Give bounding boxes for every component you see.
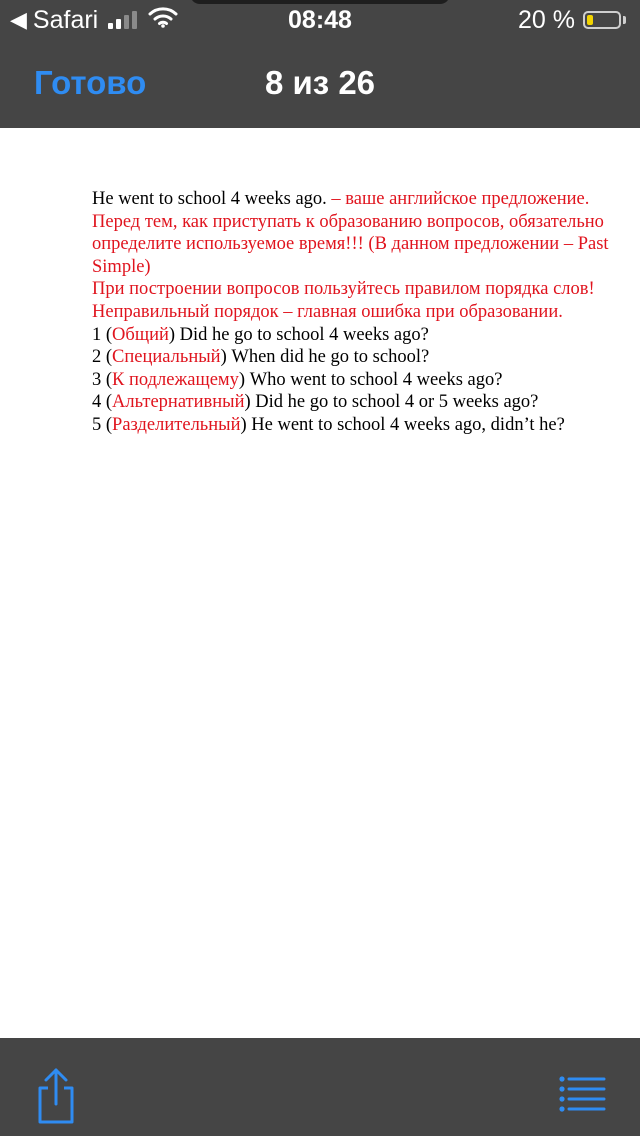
list-icon [558,1074,606,1114]
share-icon [34,1066,78,1126]
question-type: К подлежащему [112,369,239,390]
example-sentence-note: – ваше английское предложение. [326,189,590,209]
tense-instruction: Перед тем, как приступать к образованию вопросов, обязательно определите используемое время!!! (В данном предложении – Past Simple) [92,211,609,277]
question-number: 5 ( [92,414,113,435]
bottom-toolbar [0,1038,640,1136]
question-item [92,391,612,414]
question-number: 3 ( [92,369,113,390]
question-type: Специальный [112,347,221,368]
document-page [92,188,612,437]
question-text: ) Who went to school 4 weeks ago? [238,369,503,390]
example-sentence: He went to school 4 weeks ago. [92,189,327,209]
question-text: ) When did he go to school? [220,347,430,368]
back-arrow-icon: ◀ [10,7,27,32]
table-of-contents-button[interactable] [558,1074,606,1114]
question-number: 1 ( [92,324,113,345]
question-number: 2 ( [92,347,113,368]
question-type: Альтернативный [112,392,245,413]
question-item [92,369,612,392]
question-text: ) He went to school 4 weeks ago, didn’t he? [240,414,565,435]
status-bar [0,0,640,40]
question-type: Общий [112,324,169,345]
battery-fill [587,15,593,25]
back-app-label: Safari [32,5,99,34]
status-time: 08:48 [288,6,352,34]
top-bar [0,0,640,128]
battery-indicator [518,6,626,34]
question-type: Разделительный [112,414,241,435]
question-item [92,324,612,347]
done-button[interactable]: Готово [34,64,147,101]
question-item [92,414,612,437]
question-item [92,346,612,369]
battery-percentage: 20 % [518,5,575,34]
example-sentence-paragraph [92,188,612,211]
battery-icon [583,11,621,29]
question-text: ) Did he go to school 4 or 5 weeks ago? [244,392,539,413]
battery-cap [623,16,626,24]
question-text: ) Did he go to school 4 weeks ago? [168,324,429,345]
share-button[interactable] [34,1066,78,1126]
page-counter: 8 из 26 [264,64,376,101]
word-order-instruction: При построении вопросов пользуйтесь правилом порядка слов! Неправильный порядок – главная ошибка при образовании. [92,279,595,322]
question-number: 4 ( [92,392,113,413]
